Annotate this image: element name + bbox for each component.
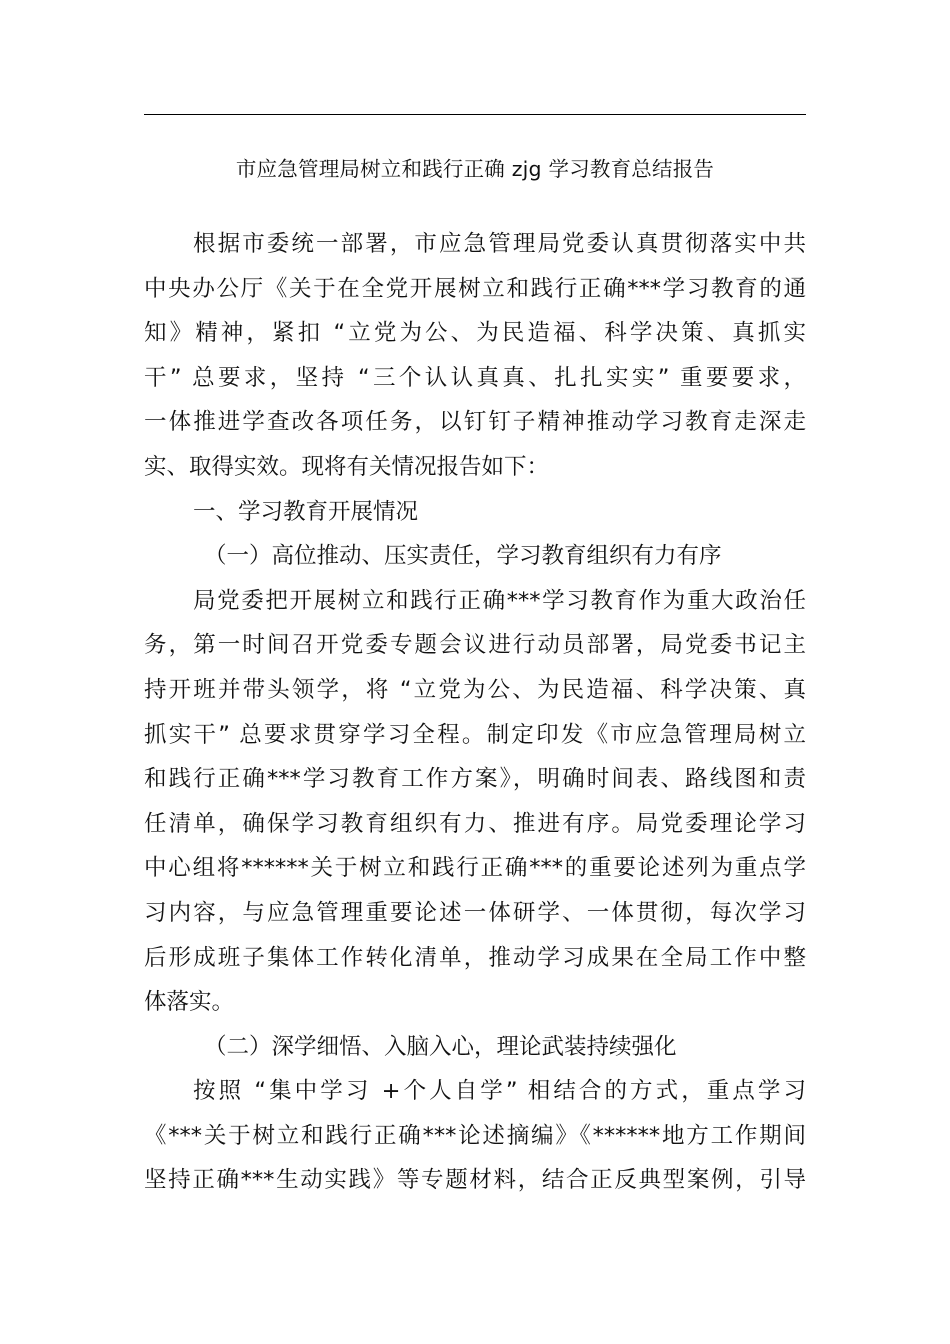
document-body xyxy=(144,222,806,1203)
paragraph-2-line-8: 习内容，与应急管理重要论述一体研学、一体贯彻，每次学习 xyxy=(144,899,806,926)
paragraph-2-line-2: 务，第一时间召开党委专题会议进行动员部署，局党委书记主 xyxy=(144,632,806,659)
paragraph-1-line-6: 实、取得实效。现将有关情况报告如下： xyxy=(144,453,550,480)
paragraph-2-line-6: 任清单，确保学习教育组织有力、推进有序。局党委理论学习 xyxy=(144,810,806,837)
paragraph-1-line-2: 中央办公厅《关于在全党开展树立和践行正确***学习教育的通 xyxy=(144,275,806,302)
paragraph-2-line-4: 抓实干” 总要求贯穿学习全程。制定印发《市应急管理局树立 xyxy=(144,721,806,748)
paragraph-2-line-7: 中心组将******关于树立和践行正确***的重要论述列为重点学 xyxy=(144,855,806,882)
subsection-heading-1: （一）高位推动、压实责任，学习教育组织有力有序 xyxy=(204,543,722,570)
paragraph-2-line-5: 和践行正确***学习教育工作方案》，明确时间表、路线图和责 xyxy=(144,766,806,793)
subsection-heading-2: （二）深学细悟、入脑入心，理论武装持续强化 xyxy=(204,1033,677,1060)
paragraph-3-line-2: 《***关于树立和践行正确***论述摘编》《******地方工作期间 xyxy=(144,1122,806,1149)
paragraph-2-line-9: 后形成班子集体工作转化清单，推动学习成果在全局工作中整 xyxy=(144,944,806,971)
paragraph-2-line-3: 持开班并带头领学，将 “立党为公、为民造福、科学决策、真 xyxy=(144,676,806,703)
paragraph-1-line-4: 干” 总要求，坚持 “三个认认真真、扎扎实实” 重要要求， xyxy=(144,364,806,391)
paragraph-1-line-1: 根据市委统一部署，市应急管理局党委认真贯彻落实中共 xyxy=(193,231,806,257)
paragraph-2-line-1: 局党委把开展树立和践行正确***学习教育作为重大政治任 xyxy=(193,587,806,614)
section-heading-1: 一、学习教育开展情况 xyxy=(193,498,419,525)
header-rule xyxy=(144,114,806,115)
paragraph-3-line-1: 按照 “集中学习 +个人自学” 相结合的方式，重点学习 xyxy=(193,1078,806,1105)
paragraph-1-line-3: 知》精神，紧扣 “立党为公、为民造福、科学决策、真抓实 xyxy=(144,320,806,347)
paragraph-2-line-10: 体落实。 xyxy=(144,989,235,1016)
paragraph-3-line-3: 坚持正确***生动实践》等专题材料，结合正反典型案例，引导 xyxy=(144,1167,806,1194)
document-title: 市应急管理局树立和践行正确 zjg 学习教育总结报告 xyxy=(235,157,715,181)
paragraph-1-line-5: 一体推进学查改各项任务，以钉钉子精神推动学习教育走深走 xyxy=(144,409,806,436)
